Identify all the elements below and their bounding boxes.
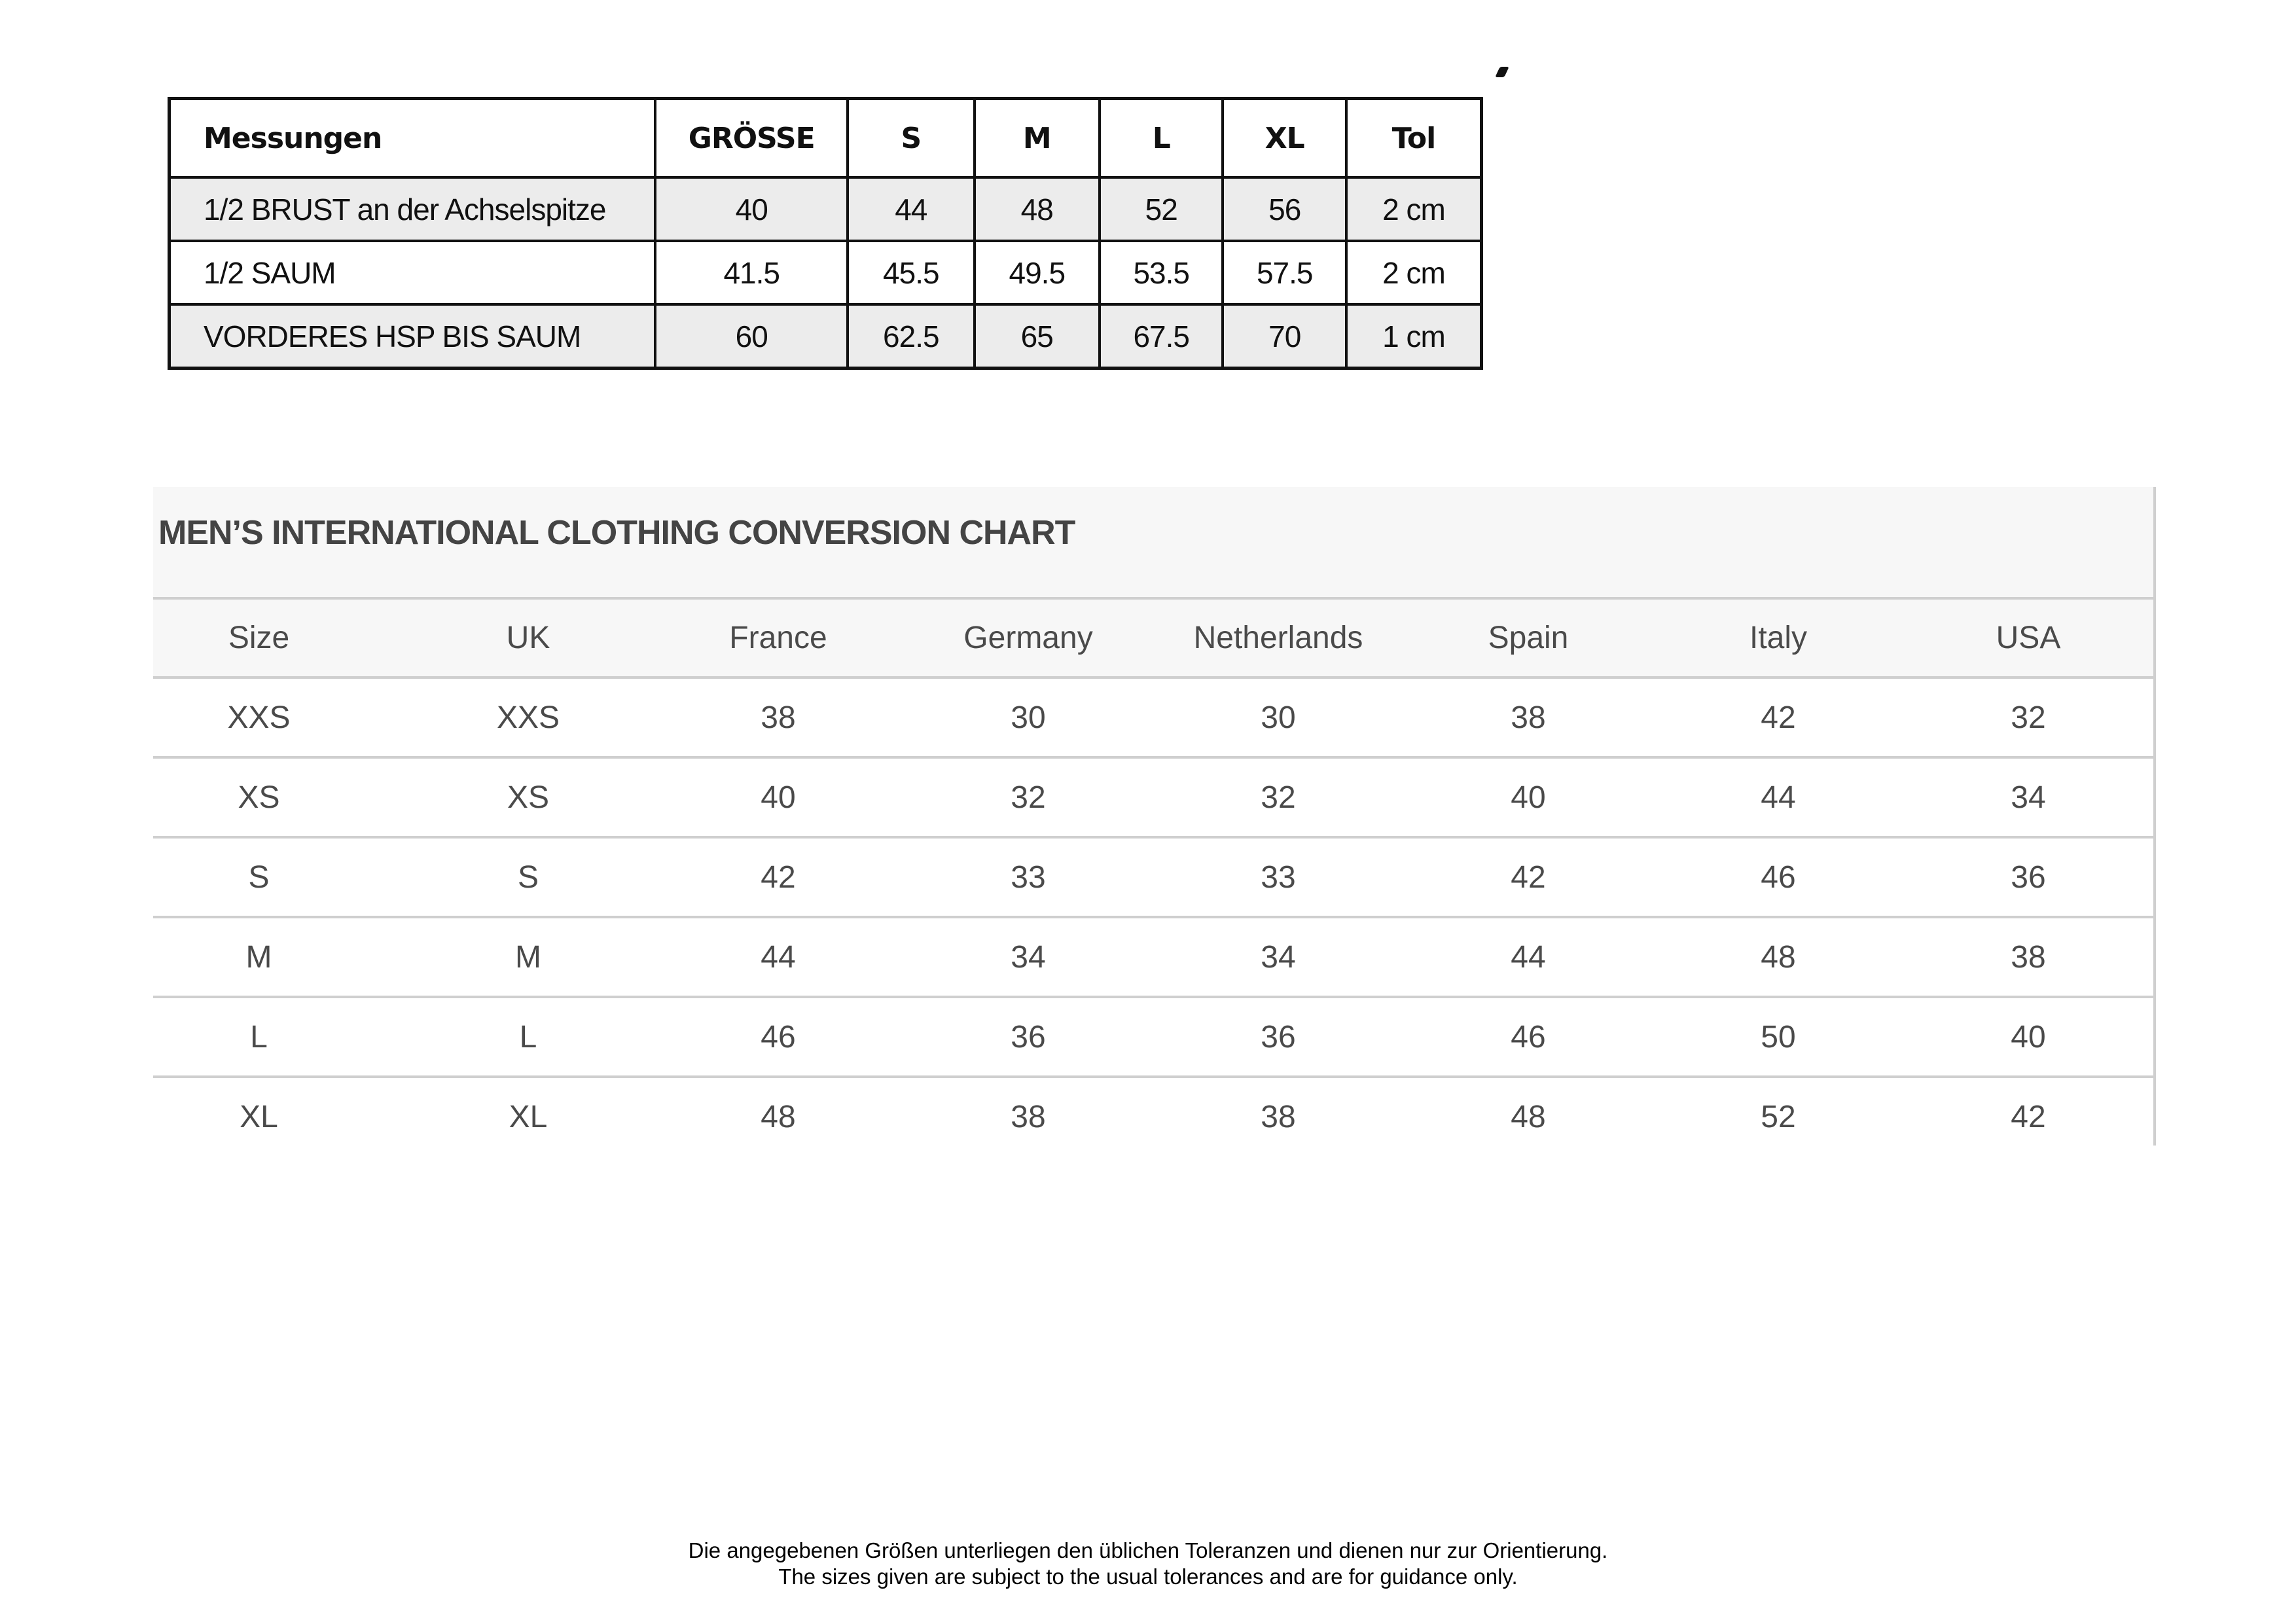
cell-france: 38 (653, 677, 903, 757)
cell-netherlands: 34 (1153, 917, 1403, 997)
cell-netherlands: 36 (1153, 997, 1403, 1077)
cell-size: XXS (153, 677, 403, 757)
col-spain: Spain (1403, 600, 1653, 677)
cell-size: S (153, 837, 403, 917)
cell-l: 52 (1100, 177, 1223, 241)
footer-note-english: The sizes given are subject to the usual tolerances and are for guidance only. (778, 1564, 1518, 1589)
conversion-table (153, 600, 2153, 1155)
row-label: 1/2 SAUM (170, 241, 656, 304)
header-s: S (848, 99, 974, 178)
cell-france: 48 (761, 1099, 796, 1134)
header-size: GRÖSSE (655, 99, 848, 178)
table-row (153, 997, 2153, 1077)
conversion-chart (153, 487, 2156, 1146)
cell-l: 67.5 (1100, 304, 1223, 369)
conversion-chart-title: MEN’S INTERNATIONAL CLOTHING CONVERSION CHART (158, 514, 1075, 552)
cell-germany: 33 (903, 837, 1153, 917)
row-label: VORDERES HSP BIS SAUM (170, 304, 656, 369)
cell-italy: 50 (1653, 997, 1903, 1077)
cell-spain: 44 (1403, 917, 1653, 997)
cell-italy: 44 (1653, 757, 1903, 837)
conversion-chart-header (153, 487, 2153, 600)
cell-netherlands: 32 (1153, 757, 1403, 837)
measurement-row-hem (170, 241, 1482, 304)
cell-germany: 30 (903, 677, 1153, 757)
corner-mark (1495, 67, 1509, 77)
cell-usa: 40 (1903, 997, 2153, 1077)
cell-size: XL (240, 1099, 278, 1134)
cell-italy: 48 (1653, 917, 1903, 997)
cell-netherlands: 30 (1153, 677, 1403, 757)
cell-uk: S (403, 837, 653, 917)
cell-usa: 34 (1903, 757, 2153, 837)
cell-size: 60 (655, 304, 848, 369)
cell-italy: 42 (1653, 677, 1903, 757)
cell-size: 41.5 (655, 241, 848, 304)
cell-size: M (153, 917, 403, 997)
cell-l: 53.5 (1100, 241, 1223, 304)
col-france: France (653, 600, 903, 677)
table-row (153, 837, 2153, 917)
cell-spain: 48 (1511, 1099, 1546, 1134)
cell-uk: L (403, 997, 653, 1077)
header-tolerance: Tol (1346, 99, 1482, 178)
col-germany: Germany (903, 600, 1153, 677)
measurement-row-length (170, 304, 1482, 369)
cell-s: 62.5 (848, 304, 974, 369)
cell-usa: 36 (1903, 837, 2153, 917)
cell-italy: 52 (1761, 1099, 1796, 1134)
header-xl: XL (1223, 99, 1346, 178)
measurement-table (168, 97, 1483, 370)
cell-france: 40 (653, 757, 903, 837)
cell-germany: 36 (903, 997, 1153, 1077)
cell-m: 65 (975, 304, 1100, 369)
cell-france: 42 (653, 837, 903, 917)
col-netherlands: Netherlands (1153, 600, 1403, 677)
cell-italy: 46 (1653, 837, 1903, 917)
cell-uk: XL (509, 1099, 548, 1134)
cell-france: 44 (653, 917, 903, 997)
col-italy: Italy (1653, 600, 1903, 677)
cell-usa: 42 (2011, 1099, 2046, 1134)
row-label: 1/2 BRUST an der Achselspitze (170, 177, 656, 241)
cell-netherlands: 38 (1261, 1099, 1296, 1134)
cell-s: 45.5 (848, 241, 974, 304)
header-l: L (1100, 99, 1223, 178)
cell-spain: 38 (1403, 677, 1653, 757)
table-row (153, 757, 2153, 837)
cell-m: 49.5 (975, 241, 1100, 304)
cell-germany: 32 (903, 757, 1153, 837)
header-measurements: Messungen (170, 99, 656, 178)
cell-usa: 32 (1903, 677, 2153, 757)
cell-spain: 46 (1403, 997, 1653, 1077)
cell-uk: M (403, 917, 653, 997)
cell-tolerance: 2 cm (1346, 177, 1482, 241)
cell-spain: 42 (1403, 837, 1653, 917)
cell-germany: 38 (1011, 1099, 1046, 1134)
cell-usa: 38 (1903, 917, 2153, 997)
cell-xl: 57.5 (1223, 241, 1346, 304)
cell-spain: 40 (1403, 757, 1653, 837)
col-usa: USA (1903, 600, 2153, 677)
cell-size: L (153, 997, 403, 1077)
table-row (153, 677, 2153, 757)
cell-uk: XXS (403, 677, 653, 757)
header-m: M (975, 99, 1100, 178)
cell-germany: 34 (903, 917, 1153, 997)
conversion-header-row (153, 600, 2153, 677)
cell-s: 44 (848, 177, 974, 241)
cell-m: 48 (975, 177, 1100, 241)
cell-size: XS (153, 757, 403, 837)
cell-netherlands: 33 (1153, 837, 1403, 917)
cell-tolerance: 2 cm (1346, 241, 1482, 304)
col-uk: UK (403, 600, 653, 677)
col-size: Size (153, 600, 403, 677)
cell-xl: 70 (1223, 304, 1346, 369)
cell-tolerance: 1 cm (1346, 304, 1482, 369)
measurement-row-chest (170, 177, 1482, 241)
cell-uk: XS (403, 757, 653, 837)
table-row (153, 1077, 2153, 1155)
cell-xl: 56 (1223, 177, 1346, 241)
footer-note-german: Die angegebenen Größen unterliegen den üblichen Toleranzen und dienen nur zur Orientierung. (688, 1538, 1608, 1562)
measurement-header-row (170, 99, 1482, 178)
cell-france: 46 (653, 997, 903, 1077)
cell-size: 40 (655, 177, 848, 241)
table-row (153, 917, 2153, 997)
